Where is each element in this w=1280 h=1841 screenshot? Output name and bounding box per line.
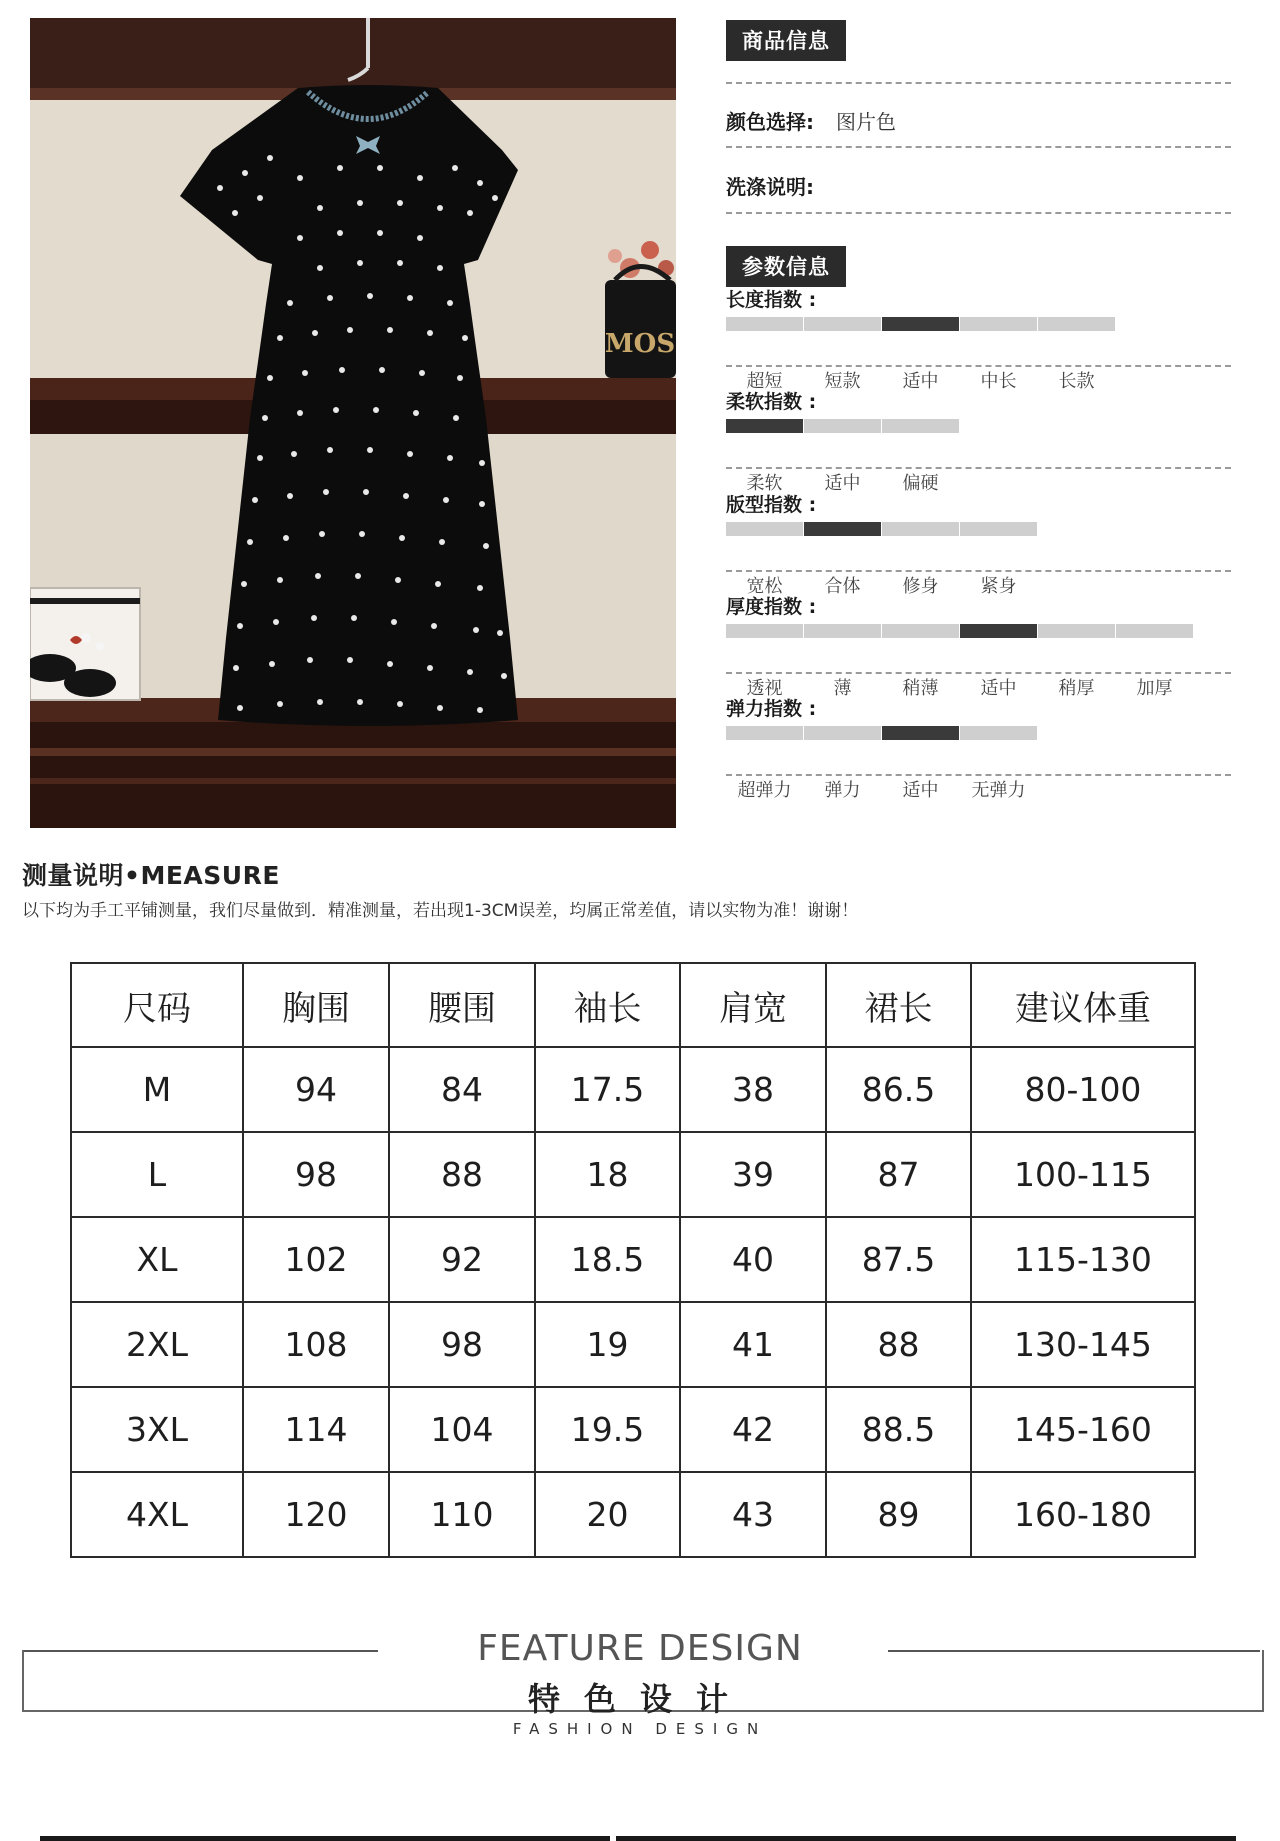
index-option-label: 宽松 [746,576,783,597]
divider [726,672,1231,674]
dress-photo-illustration [30,18,676,828]
index-segment-selected [882,317,959,331]
color-value: 图片色 [836,110,896,134]
header-size: 尺码 [71,963,243,1047]
table-row [71,1132,1195,1217]
index-option-label: 薄 [833,678,852,699]
index-option-label: 修身 [902,576,939,597]
index-segment-selected [804,522,881,536]
index-segment [726,624,803,638]
table-cell: XL [71,1217,243,1302]
table-cell: 38 [680,1047,826,1132]
table-cell: 110 [389,1472,535,1557]
param-info-tag: 参数信息 [726,246,846,287]
table-cell: 104 [389,1387,535,1472]
index-segment [726,317,803,331]
table-cell: L [71,1132,243,1217]
table-cell: 88 [389,1132,535,1217]
bottom-rule-left [40,1836,610,1841]
index-title: 长度指数 : [726,289,817,311]
index-segment [726,522,803,536]
index-segment [804,317,881,331]
index-segment [1116,624,1193,638]
header-weight: 建议体重 [971,963,1195,1047]
measure-note: 以下均为手工平铺测量，我们尽量做到．精准测量，若出现1-3CM误差，均属正常差值，请以实物为准！谢谢！ [22,901,859,921]
index-option-label: 柔软 [746,473,783,494]
table-cell: 98 [243,1132,389,1217]
table-cell: 94 [243,1047,389,1132]
divider [726,774,1231,776]
index-segment [882,624,959,638]
table-cell: 3XL [71,1387,243,1472]
index-option-label: 稍薄 [902,678,939,699]
table-cell: 19.5 [535,1387,680,1472]
index-segment [882,419,959,433]
index-block [726,694,1231,801]
table-row [71,1217,1195,1302]
index-option-label: 适中 [824,473,861,494]
divider [726,467,1231,469]
index-option-label: 短款 [824,371,861,392]
table-cell: 98 [389,1302,535,1387]
table-cell: 43 [680,1472,826,1557]
product-info-tag: 商品信息 [726,20,846,61]
table-cell: 86.5 [826,1047,971,1132]
table-cell: 19 [535,1302,680,1387]
table-row [71,1047,1195,1132]
table-cell: 102 [243,1217,389,1302]
index-title: 弹力指数 : [726,698,817,720]
index-title: 版型指数 : [726,494,817,516]
feature-title-cn: 特色设计 [527,1680,752,1718]
table-cell: 108 [243,1302,389,1387]
index-segment [960,522,1037,536]
index-option-label: 稍厚 [1058,678,1095,699]
wash-row [726,171,814,200]
table-cell: 130-145 [971,1302,1195,1387]
table-cell: 40 [680,1217,826,1302]
table-cell: 88 [826,1302,971,1387]
color-row [726,106,896,135]
index-option-label: 紧身 [980,576,1017,597]
divider [726,570,1231,572]
index-segment [960,726,1037,740]
table-cell: 145-160 [971,1387,1195,1472]
table-cell: 39 [680,1132,826,1217]
bag-logo-text: MOS [604,329,676,359]
index-segment-selected [960,624,1037,638]
index-option-label: 长款 [1058,371,1095,392]
table-cell: 120 [243,1472,389,1557]
product-photo [30,18,676,828]
table-cell: 92 [389,1217,535,1302]
table-cell: 89 [826,1472,971,1557]
table-cell: M [71,1047,243,1132]
divider [726,82,1231,84]
table-cell: 20 [535,1472,680,1557]
header-waist: 腰围 [389,963,535,1047]
index-block [726,387,1231,494]
index-title: 厚度指数 : [726,596,817,618]
index-option-label: 透视 [746,678,783,699]
table-cell: 17.5 [535,1047,680,1132]
table-row [71,1387,1195,1472]
index-segment [804,624,881,638]
table-cell: 4XL [71,1472,243,1557]
index-segment [804,419,881,433]
table-cell: 88.5 [826,1387,971,1472]
divider [726,365,1231,367]
index-option-label: 无弹力 [971,780,1026,801]
table-row [71,1472,1195,1557]
table-cell: 18 [535,1132,680,1217]
size-table-header [71,963,1195,1047]
table-cell: 84 [389,1047,535,1132]
header-sleeve: 袖长 [535,963,680,1047]
divider [726,212,1231,214]
index-segment [960,317,1037,331]
table-cell: 41 [680,1302,826,1387]
table-cell: 114 [243,1387,389,1472]
table-cell: 160-180 [971,1472,1195,1557]
table-cell: 100-115 [971,1132,1195,1217]
index-option-label: 偏硬 [902,473,939,494]
table-cell: 87 [826,1132,971,1217]
table-cell: 80-100 [971,1047,1195,1132]
index-option-label: 适中 [902,371,939,392]
index-segment-selected [882,726,959,740]
index-option-label: 合体 [824,576,861,597]
feature-title: FEATURE DESIGN [477,1628,803,1669]
table-cell: 87.5 [826,1217,971,1302]
index-option-label: 超短 [746,371,783,392]
feature-subtitle: FASHION DESIGN [512,1720,768,1738]
index-title: 柔软指数 : [726,391,817,413]
index-block [726,592,1231,699]
header-bust: 胸围 [243,963,389,1047]
table-cell: 42 [680,1387,826,1472]
table-cell: 2XL [71,1302,243,1387]
size-table [70,962,1196,1558]
index-block [726,490,1231,597]
index-segment-selected [726,419,803,433]
header-shoulder: 肩宽 [680,963,826,1047]
color-label: 颜色选择: [726,110,814,134]
table-cell: 115-130 [971,1217,1195,1302]
index-block [726,285,1231,392]
divider [726,146,1231,148]
index-option-label: 适中 [902,780,939,801]
index-option-label: 超弹力 [737,780,792,801]
index-segment [882,522,959,536]
bottom-rule-right [616,1836,1236,1841]
wash-label: 洗涤说明: [726,175,814,199]
index-option-label: 弹力 [824,780,861,801]
index-segment [726,726,803,740]
header-length: 裙长 [826,963,971,1047]
index-segment [1038,317,1115,331]
index-option-label: 中长 [980,371,1017,392]
measure-title: 测量说明•MEASURE [22,861,280,890]
table-cell: 18.5 [535,1217,680,1302]
index-segment [804,726,881,740]
index-segment [1038,624,1115,638]
index-option-label: 适中 [980,678,1017,699]
index-option-label: 加厚 [1136,678,1173,699]
table-row [71,1302,1195,1387]
